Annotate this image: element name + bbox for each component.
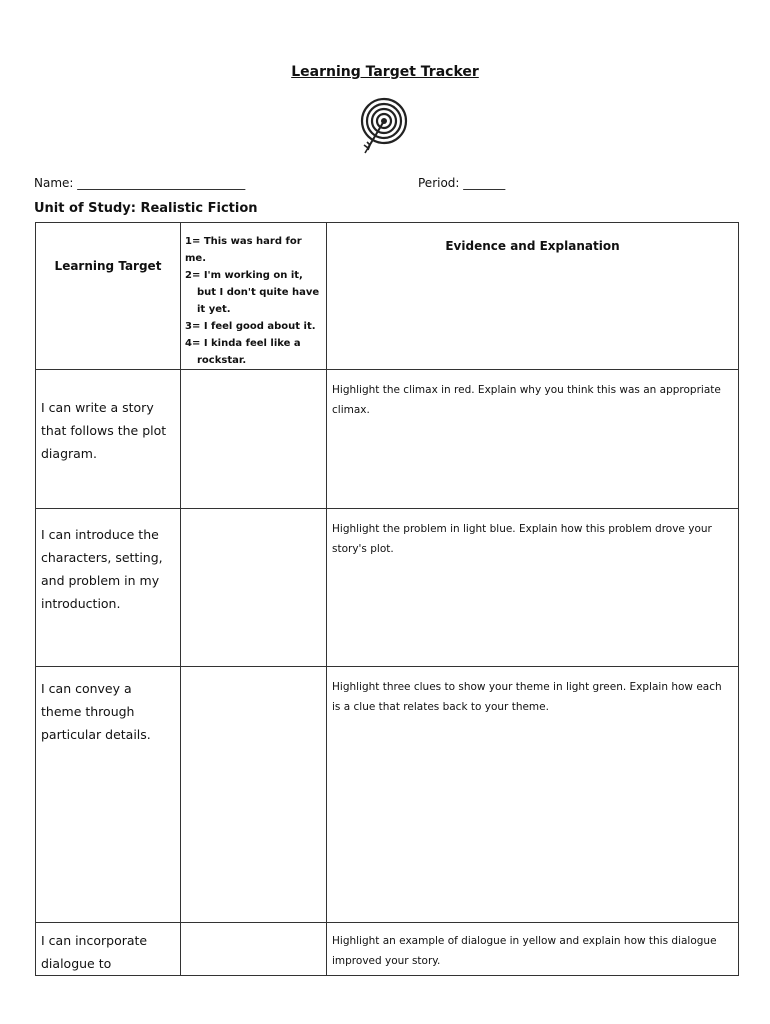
target-icon [358,96,408,158]
evidence-cell[interactable]: Highlight three clues to show your theme in light green. Explain how each is a clue that relates back to your theme. [327,667,739,923]
scale-line: 1= This was hard for me. [185,236,302,264]
learning-target-cell: I can incorporate dialogue to [36,923,181,976]
rating-cell[interactable] [181,370,327,509]
table-row [36,667,739,923]
evidence-cell[interactable]: Highlight the problem in light blue. Explain how this problem drove your story's plot. [327,509,739,667]
table-row [36,370,739,509]
rating-cell[interactable] [181,667,327,923]
header-row [36,223,739,370]
header-rating-scale [181,223,327,370]
evidence-cell[interactable]: Highlight an example of dialogue in yellow and explain how this dialogue improved your story. [327,923,739,976]
evidence-cell[interactable]: Highlight the climax in red. Explain why you think this was an appropriate climax. [327,370,739,509]
learning-target-cell: I can write a story that follows the plot diagram. [36,370,181,509]
unit-of-study: Unit of Study: Realistic Fiction [34,201,258,216]
scale-line: but I don't quite have it yet. [197,287,320,315]
table-row [36,509,739,667]
learning-target-cell: I can convey a theme through particular details. [36,667,181,923]
header-learning-target: Learning Target [36,223,181,370]
scale-line: 2= I'm working on it, [185,270,303,281]
period-field-label: Period: _______ [418,176,506,190]
name-field-label: Name: ____________________________ [34,176,246,190]
page-title: Learning Target Tracker [291,64,479,80]
scale-line: rockstar. [197,355,247,366]
table-row [36,923,739,976]
tracker-table [35,222,739,976]
header-evidence: Evidence and Explanation [327,223,739,370]
scale-line: 3= I feel good about it. [185,321,316,332]
learning-target-cell: I can introduce the characters, setting, and problem in my introduction. [36,509,181,667]
rating-cell[interactable] [181,923,327,976]
rating-cell[interactable] [181,509,327,667]
scale-line: 4= I kinda feel like a [185,338,301,349]
